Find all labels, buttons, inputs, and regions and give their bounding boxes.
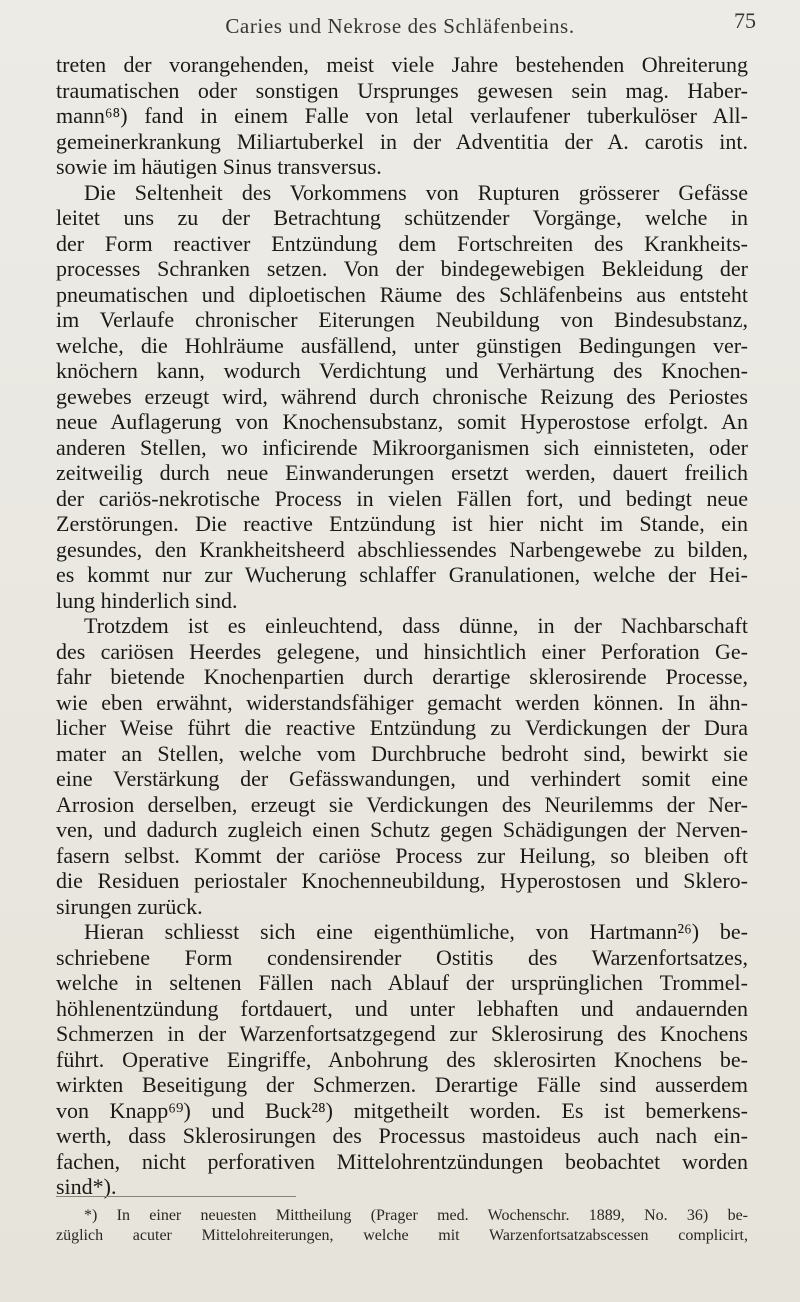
text-line: licher Weise führt die reactive Entzündung zu Verdickungen der Dura <box>56 715 748 740</box>
text-line: anderen Stellen, wo inficirende Mikroorganismen sich einnisteten, oder <box>56 434 748 460</box>
text-line: welche, die Hohlräume ausfällend, unter günstigen Bedingungen ver- <box>56 332 748 358</box>
text-line: lung hinderlich sind. <box>56 587 238 613</box>
body-text <box>56 52 748 1200</box>
text-line: schriebene Form condensirender Ostitis des Warzenfortsatzes, <box>56 944 748 970</box>
paragraph-start-line: Trotzdem ist es einleuchtend, dass dünne, in der Nachbarschaft <box>84 613 748 638</box>
text-line: Zerstörungen. Die reactive Entzündung ist hier nicht im Stande, ein <box>56 511 748 536</box>
text-line: knöchern kann, wodurch Verdichtung und Verhärtung des Knochen- <box>56 358 748 383</box>
text-line: höhlenentzündung fortdauert, und unter lebhaften und andauernden <box>56 995 748 1021</box>
text-line: leitet uns zu der Betrachtung schützender Vorgänge, welche in <box>56 205 748 230</box>
text-line: gewebes erzeugt wird, während durch chronische Reizung des Periostes <box>56 383 748 409</box>
text-line: Schmerzen in der Warzenfortsatzgegend zur Sklerosirung des Knochens <box>56 1021 748 1046</box>
text-line: der cariös-nekrotische Process in vielen Fällen fort, und bedingt neue <box>56 485 748 511</box>
text-line: wirkten Beseitigung der Schmerzen. Derartige Fälle sind ausserdem <box>56 1072 748 1097</box>
footnote-line: züglich acuter Mittelohreiterungen, welche mit Warzenfortsatzabscessen complicirt, <box>56 1227 748 1244</box>
text-line: mater an Stellen, welche vom Durchbruche bedroht sind, bewirkt sie <box>56 740 748 766</box>
text-line: fahr bietende Knochenpartien durch derartige sklerosirende Processe, <box>56 664 748 689</box>
text-line: wie eben erwähnt, widerstandsfähiger gemacht werden können. In ähn- <box>56 689 748 715</box>
text-line: Arrosion derselben, erzeugt sie Verdickungen des Neurilemms der Ner- <box>56 791 748 817</box>
text-line: neue Auflagerung von Knochensubstanz, somit Hyperostose erfolgt. An <box>56 409 748 434</box>
footnote <box>56 1206 748 1246</box>
page-number: 75 <box>734 8 756 33</box>
text-line: mann⁶⁸) fand in einem Falle von letal verlaufener tuberkulöser All- <box>56 103 748 128</box>
text-line: des cariösen Heerdes gelegene, und hinsichtlich einer Perforation Ge- <box>56 638 748 664</box>
text-line: gesundes, den Krankheitsheerd abschliessendes Narbengewebe zu bilden, <box>56 536 748 562</box>
text-line: zeitweilig durch neue Einwanderungen ersetzt werden, dauert freilich <box>56 460 748 485</box>
text-line: welche in seltenen Fällen nach Ablauf der ursprünglichen Trommel- <box>56 970 748 995</box>
text-line: pneumatischen und diploetischen Räume des Schläfenbeins aus entsteht <box>56 281 748 307</box>
paragraph-start-line: Hieran schliesst sich eine eigenthümliche, von Hartmann²⁶) be- <box>84 919 748 944</box>
text-line: werth, dass Sklerosirungen des Processus mastoideus auch nach ein- <box>56 1123 748 1148</box>
text-line: treten der vorangehenden, meist viele Jahre bestehenden Ohreiterung <box>56 52 748 77</box>
running-head-title: Caries und Nekrose des Schläfenbeins. <box>225 14 575 38</box>
text-line: die Residuen periostaler Knochenneubildung, Hyperostosen und Sklero- <box>56 868 748 893</box>
text-line: processes Schranken setzen. Von der bindegewebigen Bekleidung der <box>56 256 748 281</box>
text-line: im Verlaufe chronischer Eiterungen Neubildung von Bindesubstanz, <box>56 307 748 332</box>
text-line: sowie im häutigen Sinus transversus. <box>56 154 382 179</box>
text-line: der Form reactiver Entzündung dem Fortschreiten des Krankheits- <box>56 230 748 256</box>
text-line: gemeinerkrankung Miliartuberkel in der Adventitia der A. carotis int. <box>56 128 748 154</box>
text-line: eine Verstärkung der Gefässwandungen, und verhindert somit eine <box>56 766 748 791</box>
running-head <box>0 6 800 42</box>
text-line: traumatischen oder sonstigen Ursprunges gewesen sein mag. Haber- <box>56 77 748 103</box>
footnote-divider <box>56 1196 296 1197</box>
text-line: es kommt nur zur Wucherung schlaffer Granulationen, welche der Hei- <box>56 562 748 587</box>
text-line: ven, und dadurch zugleich einen Schutz gegen Schädigungen der Nerven- <box>56 817 748 842</box>
paragraph-start-line: Die Seltenheit des Vorkommens von Rupturen grösserer Gefässe <box>84 179 748 205</box>
text-line: fachen, nicht perforativen Mittelohrentzündungen beobachtet worden <box>56 1148 748 1174</box>
text-line: sind*). <box>56 1174 117 1199</box>
text-line: führt. Operative Eingriffe, Anbohrung des sklerosirten Knochens be- <box>56 1046 748 1072</box>
text-line: fasern selbst. Kommt der cariöse Process zur Heilung, so bleiben oft <box>56 842 748 868</box>
text-line: sirungen zurück. <box>56 893 203 919</box>
footnote-line: *) In einer neuesten Mittheilung (Prager med. Wochenschr. 1889, No. 36) be- <box>84 1207 748 1224</box>
text-line: von Knapp⁶⁹) und Buck²⁸) mitgetheilt worden. Es ist bemerkens- <box>56 1097 748 1123</box>
